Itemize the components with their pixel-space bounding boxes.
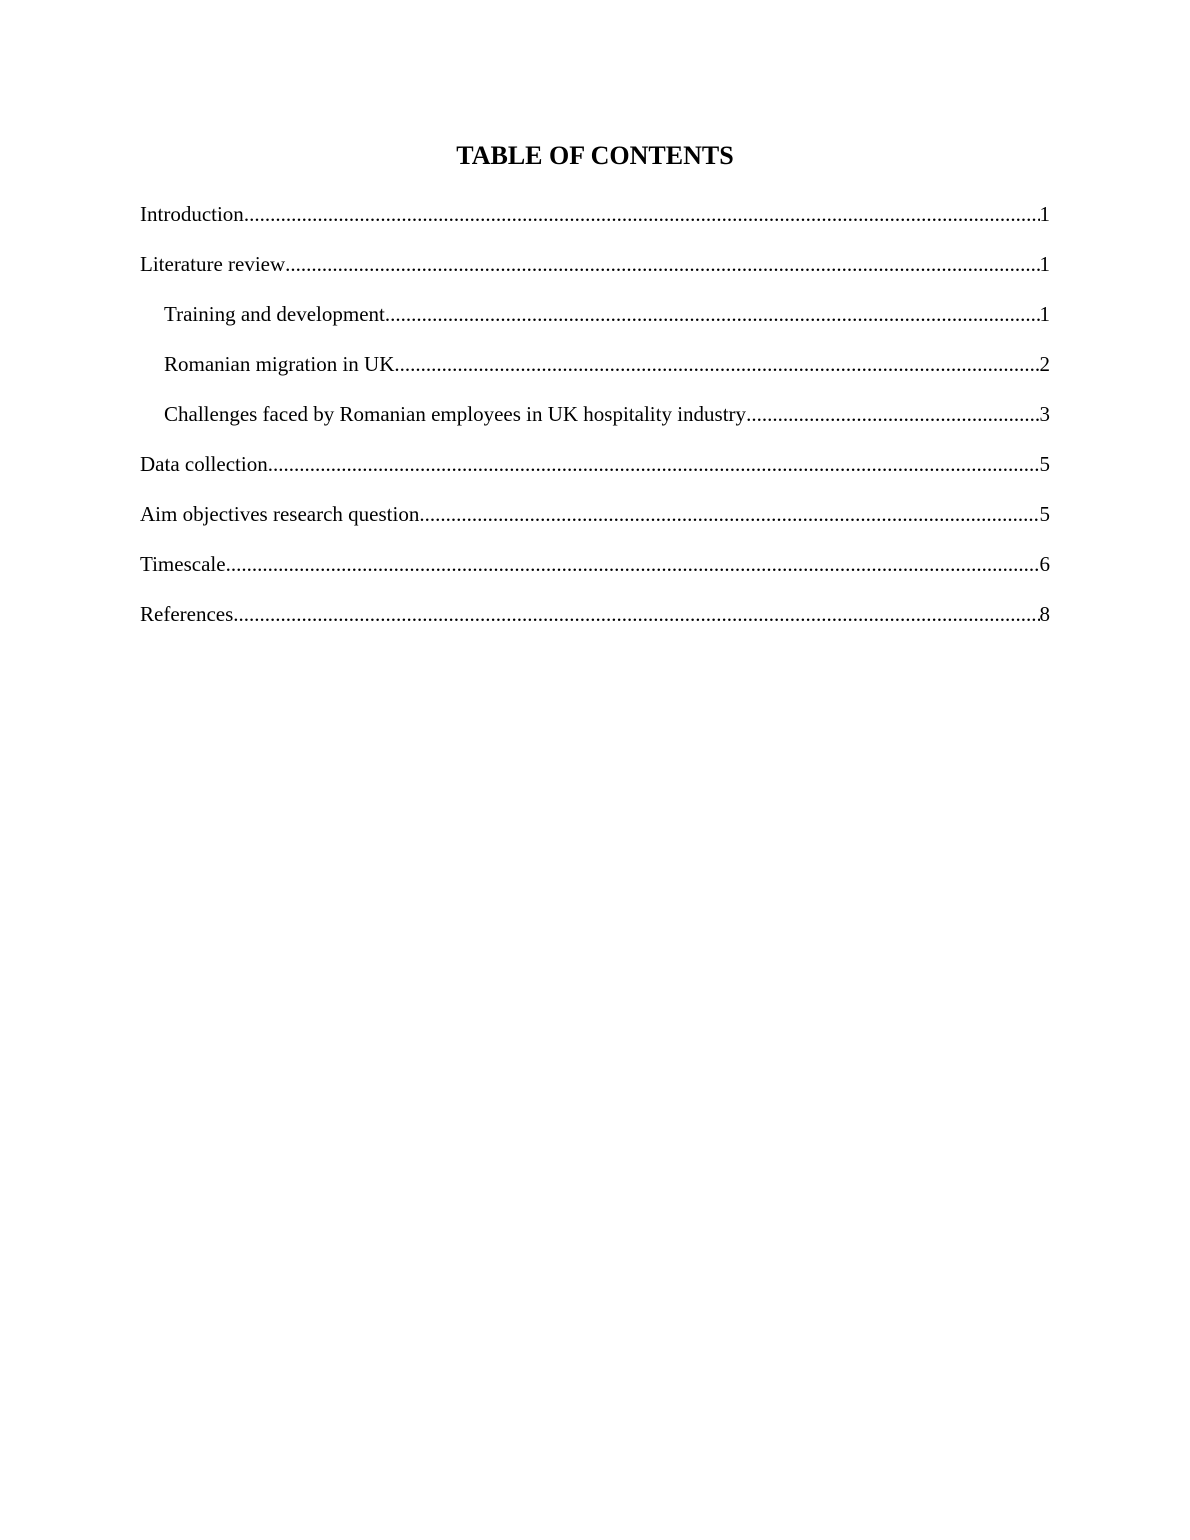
toc-entry-training-and-development[interactable] [140,299,1050,349]
toc-leader [233,599,1039,629]
toc-page-number: 1 [1039,302,1050,326]
toc-entry-text: Romanian migration in UK [164,352,395,376]
toc-entry-references[interactable] [140,599,1050,649]
toc-page-number: 3 [1039,402,1050,426]
toc-entry-text: Literature review [140,252,286,276]
toc-entry-text: Data collection [140,452,268,476]
toc-page-number: 1 [1039,202,1050,226]
toc-entry-challenges[interactable] [140,399,1050,449]
toc-entry-text: Training and development [164,302,385,326]
toc-page-number: 6 [1039,552,1050,576]
toc-entry-text: Introduction [140,202,244,226]
toc-entry-introduction[interactable] [140,199,1050,249]
toc-leader [746,399,1039,429]
toc-entry-data-collection[interactable] [140,449,1050,499]
toc-entry-text: Timescale [140,552,226,576]
toc-entry-text: Challenges faced by Romanian employees in UK hospitality industry [164,402,747,426]
toc-page-number: 2 [1039,352,1050,376]
toc-entry-text: Aim objectives research question [140,502,420,526]
toc-leader [268,449,1040,479]
toc-page-number: 1 [1039,252,1050,276]
toc-entry-romanian-migration[interactable] [140,349,1050,399]
toc-title: TABLE OF CONTENTS [456,141,734,170]
toc-leader [244,199,1040,229]
toc-list [140,199,1050,649]
toc-leader [285,249,1039,279]
toc-entry-aim-objectives[interactable] [140,499,1050,549]
toc-page-number: 5 [1039,502,1050,526]
toc-leader [385,299,1040,329]
toc-entry-timescale[interactable] [140,549,1050,599]
toc-page-number: 5 [1039,452,1050,476]
toc-leader [226,549,1040,579]
toc-entry-text: References [140,602,234,626]
toc-page-number: 8 [1039,602,1050,626]
toc-leader [394,349,1039,379]
toc-leader [419,499,1039,529]
toc-entry-literature-review[interactable] [140,249,1050,299]
